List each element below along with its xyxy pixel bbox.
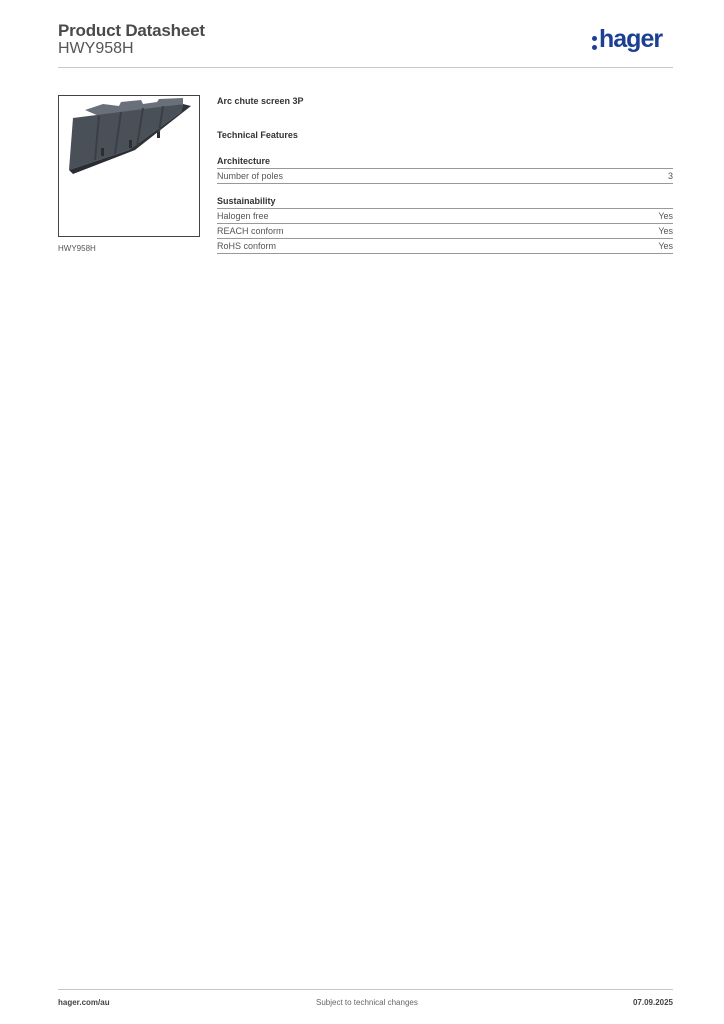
arc-chute-screen-icon bbox=[59, 96, 199, 236]
feature-value: Yes bbox=[658, 211, 673, 221]
footer-date: 07.09.2025 bbox=[632, 998, 673, 1007]
feature-value: Yes bbox=[658, 226, 673, 236]
footer-website-link[interactable]: hager.com/au bbox=[58, 998, 110, 1007]
feature-row bbox=[217, 209, 673, 224]
feature-label: Halogen free bbox=[217, 211, 269, 221]
footer-notice: Subject to technical changes bbox=[316, 998, 418, 1007]
group-title: Architecture bbox=[217, 155, 673, 169]
feature-value: Yes bbox=[658, 241, 673, 251]
group-title: Sustainability bbox=[217, 195, 673, 209]
technical-features-heading: Technical Features bbox=[217, 130, 298, 140]
product-image bbox=[58, 95, 200, 237]
feature-value: 3 bbox=[667, 171, 673, 181]
product-code: HWY958H bbox=[58, 40, 134, 57]
feature-row bbox=[217, 169, 673, 184]
product-name: Arc chute screen 3P bbox=[217, 96, 304, 106]
logo-dots-icon bbox=[592, 34, 598, 52]
feature-label: RoHS conform bbox=[217, 241, 277, 251]
image-caption: HWY958H bbox=[58, 244, 96, 253]
footer-divider bbox=[58, 989, 673, 990]
feature-label: REACH conform bbox=[217, 226, 284, 236]
feature-group-sustainability bbox=[217, 195, 673, 254]
feature-row bbox=[217, 224, 673, 239]
feature-label: Number of poles bbox=[217, 171, 284, 181]
logo-text: hager bbox=[599, 25, 663, 53]
header-divider bbox=[58, 67, 673, 68]
page-title: Product Datasheet bbox=[58, 21, 205, 40]
feature-group-architecture bbox=[217, 155, 673, 184]
feature-row bbox=[217, 239, 673, 254]
hager-logo bbox=[592, 26, 674, 56]
